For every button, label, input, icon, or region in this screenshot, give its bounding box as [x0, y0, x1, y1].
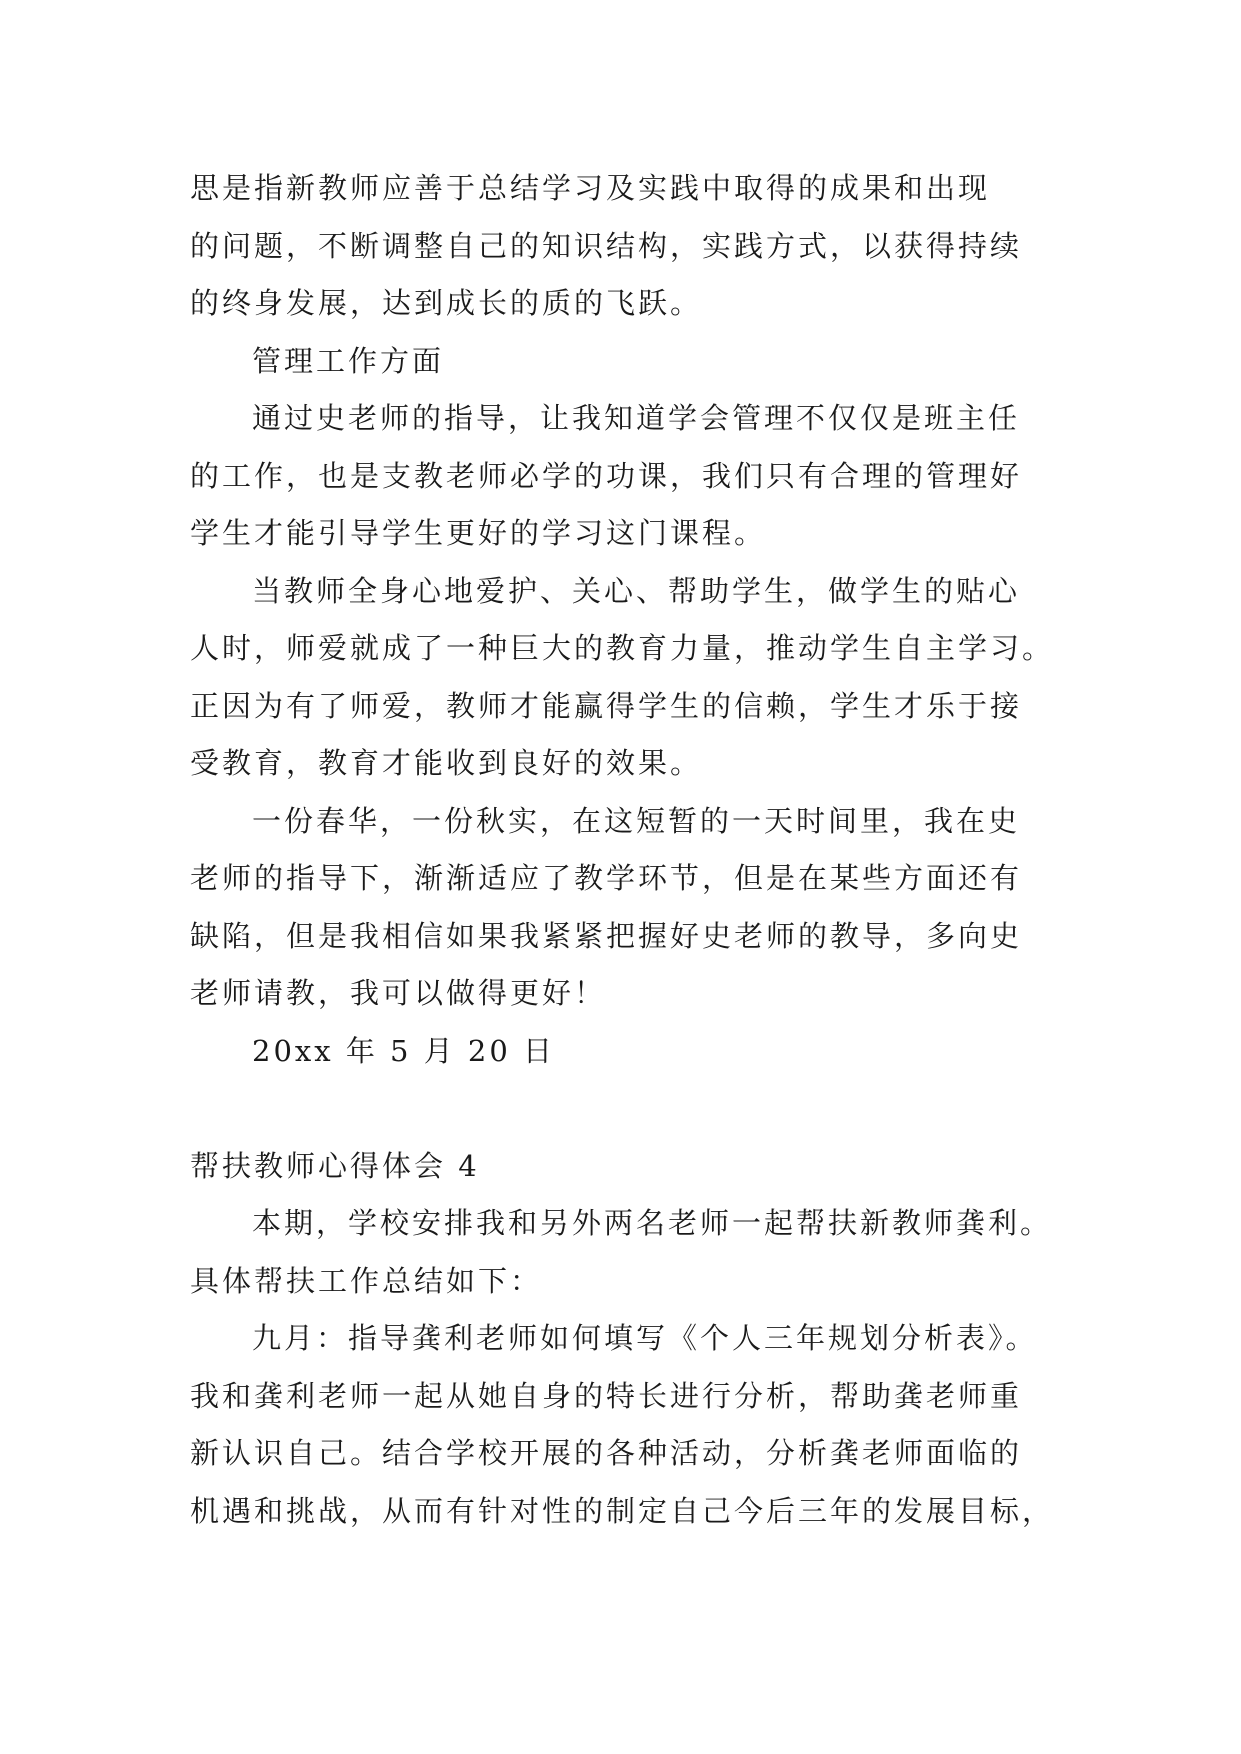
paragraph-line: 受教育，教育才能收到良好的效果。 — [190, 746, 703, 780]
paragraph-line: 新认识自己。结合学校开展的各种活动，分析龚老师面临的 — [190, 1436, 1023, 1470]
paragraph-line: 我和龚利老师一起从她自身的特长进行分析，帮助龚老师重 — [190, 1379, 1023, 1413]
article-title: 帮扶教师心得体会 4 — [190, 1149, 480, 1183]
paragraph-line: 人时，师爱就成了一种巨大的教育力量，推动学生自主学习。 — [190, 631, 1055, 665]
paragraph-line: 当教师全身心地爱护、关心、帮助学生，做学生的贴心 — [252, 574, 1021, 608]
paragraph-line: 的问题，不断调整自己的知识结构，实践方式，以获得持续 — [190, 229, 1023, 263]
date-line: 20xx 年 5 月 20 日 — [252, 1034, 556, 1068]
paragraph-line: 思是指新教师应善于总结学习及实践中取得的成果和出现 — [190, 171, 991, 205]
paragraph-line: 具体帮扶工作总结如下： — [190, 1264, 543, 1298]
paragraph-line: 老师请教，我可以做得更好！ — [190, 976, 607, 1010]
section-heading: 管理工作方面 — [252, 344, 445, 378]
paragraph-line: 本期，学校安排我和另外两名老师一起帮扶新教师龚利。 — [252, 1206, 1053, 1240]
paragraph-line: 九月：指导龚利老师如何填写《个人三年规划分析表》。 — [252, 1321, 1038, 1355]
paragraph-line: 缺陷，但是我相信如果我紧紧把握好史老师的教导，多向史 — [190, 919, 1023, 953]
paragraph-line: 学生才能引导学生更好的学习这门课程。 — [190, 516, 767, 550]
paragraph-line: 正因为有了师爱，教师才能赢得学生的信赖，学生才乐于接 — [190, 689, 1023, 723]
paragraph-line: 的工作，也是支教老师必学的功课，我们只有合理的管理好 — [190, 459, 1023, 493]
paragraph-line: 机遇和挑战，从而有针对性的制定自己今后三年的发展目标， — [190, 1494, 1055, 1528]
paragraph-line: 老师的指导下，渐渐适应了教学环节，但是在某些方面还有 — [190, 861, 1023, 895]
paragraph-line: 的终身发展，达到成长的质的飞跃。 — [190, 286, 703, 320]
paragraph-line: 一份春华，一份秋实，在这短暂的一天时间里，我在史 — [252, 804, 1021, 838]
paragraph-line: 通过史老师的指导，让我知道学会管理不仅仅是班主任 — [252, 401, 1021, 435]
